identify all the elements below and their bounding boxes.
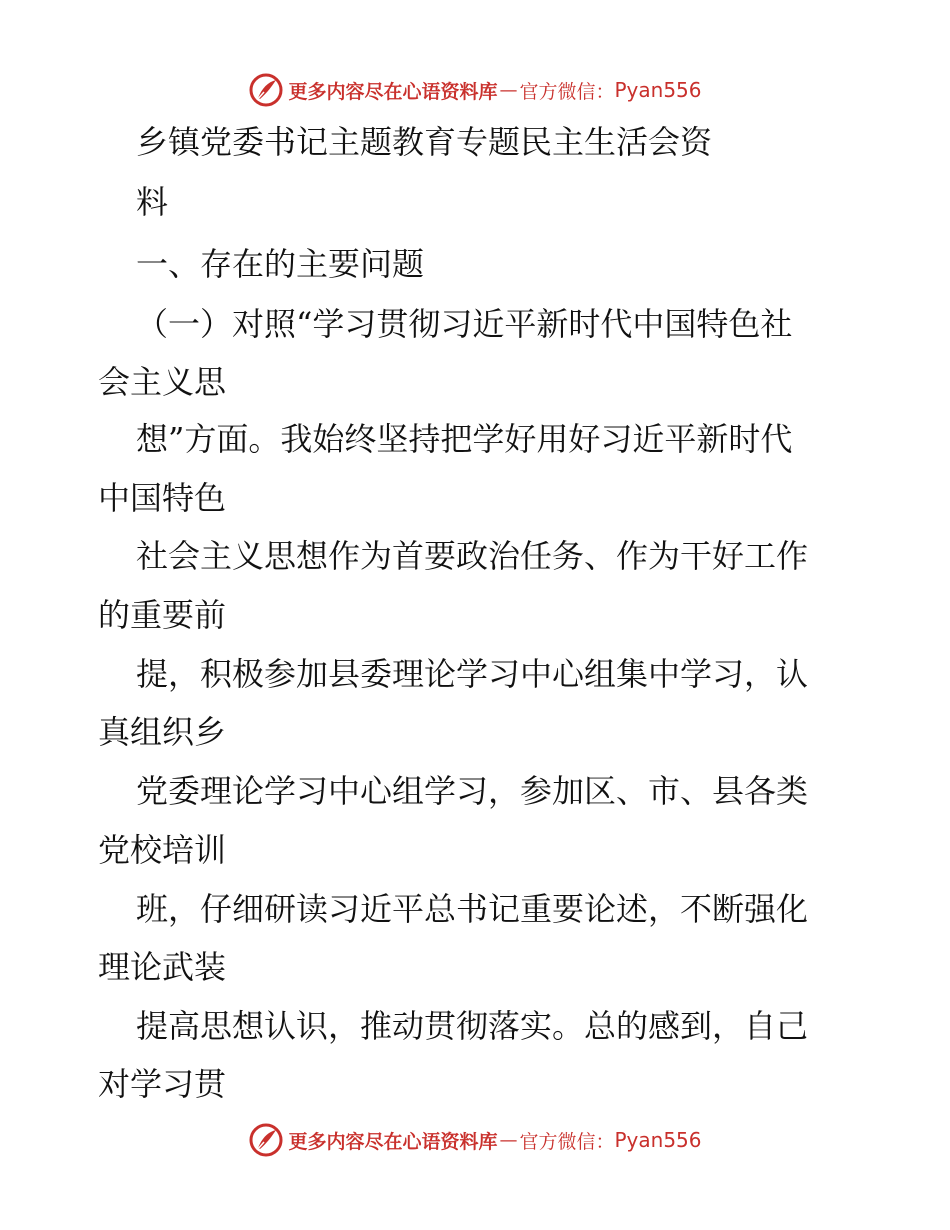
doc-line: 党校培训 [98, 831, 227, 869]
banner-wechat-id: Pyan556 [614, 78, 702, 102]
doc-line: 料 [136, 183, 169, 221]
footer-watermark-banner [0, 1118, 950, 1162]
banner-sub-text: 官方微信： [519, 80, 615, 103]
feather-logo-icon [248, 1122, 284, 1158]
doc-line: 中国特色 [98, 479, 227, 517]
doc-line: 想”方面。我始终坚持把学好用好习近平新时代 [136, 420, 793, 458]
doc-line: 乡镇党委书记主题教育专题民主生活会资 [136, 123, 713, 161]
header-watermark-banner [0, 68, 950, 112]
banner-main-text: 更多内容尽在心语资料库 [288, 1130, 498, 1153]
doc-line: 会主义思 [98, 363, 227, 401]
doc-line: 提高思想认识，推动贯彻落实。总的感到，自己 [136, 1007, 809, 1045]
banner-dash: — [499, 79, 518, 101]
doc-line: 社会主义思想作为首要政治任务、作为干好工作 [136, 537, 809, 575]
banner-dash: — [499, 1129, 518, 1151]
doc-line: 的重要前 [98, 596, 227, 634]
feather-logo-icon [248, 72, 284, 108]
banner-sub-text: 官方微信： [519, 1130, 615, 1153]
doc-line: 真组织乡 [98, 713, 227, 751]
banner-main-text: 更多内容尽在心语资料库 [288, 80, 498, 103]
doc-line: 理论武装 [98, 948, 227, 986]
doc-line: 提，积极参加县委理论学习中心组集中学习，认 [136, 655, 809, 693]
doc-line: （一）对照“学习贯彻习近平新时代中国特色社 [136, 305, 793, 343]
doc-line: 班，仔细研读习近平总书记重要论述，不断强化 [136, 890, 809, 928]
doc-line: 党委理论学习中心组学习，参加区、市、县各类 [136, 772, 809, 810]
banner-wechat-id: Pyan556 [614, 1128, 702, 1152]
doc-line: 对学习贯 [98, 1065, 227, 1103]
doc-line: 一、存在的主要问题 [136, 245, 425, 283]
